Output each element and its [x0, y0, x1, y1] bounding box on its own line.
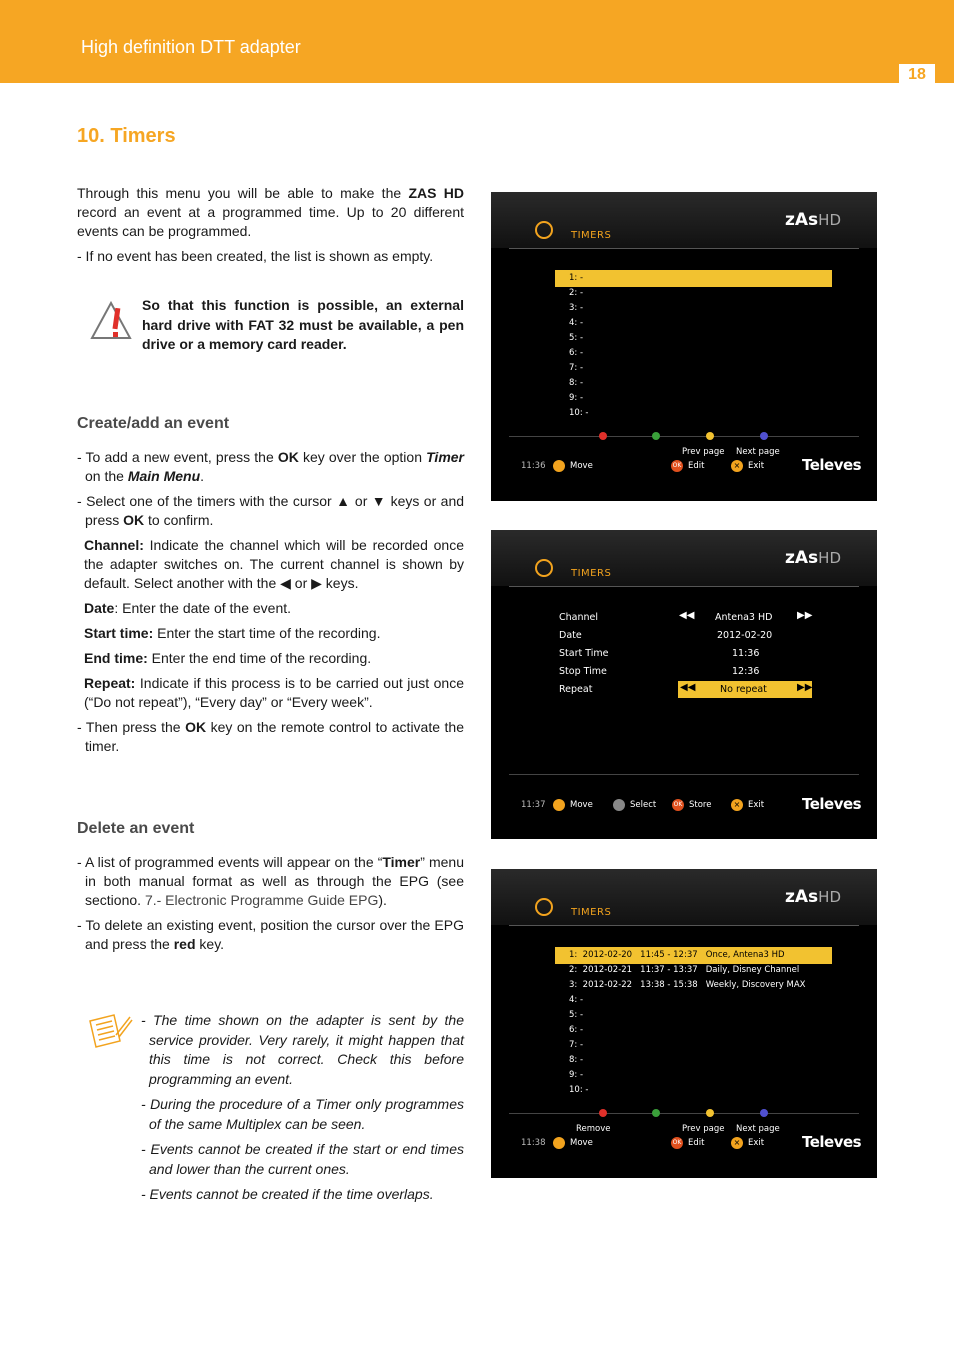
ok-icon: OK	[671, 1137, 683, 1149]
channel-value[interactable]: Antena3 HD	[715, 612, 773, 623]
brand-text: zAs	[785, 887, 819, 907]
ok-icon: OK	[671, 460, 683, 472]
repeat-desc	[77, 674, 464, 712]
text: key over the option	[298, 449, 427, 465]
section-title: 10. Timers	[77, 125, 176, 147]
key-ok: OK	[277, 449, 299, 465]
text: - To add a new event, press the	[77, 449, 278, 465]
create-heading: Create/add an event	[77, 415, 230, 432]
timer-row[interactable]: 7: -	[569, 1040, 584, 1050]
green-key-dot	[652, 1109, 660, 1117]
field-label: Start time:	[84, 625, 154, 641]
timer-row[interactable]: 10: -	[569, 408, 589, 418]
select-icon	[613, 799, 625, 811]
right-arrow-icon: ▶	[311, 575, 322, 591]
product-name: ZAS HD	[408, 185, 464, 201]
move-label: Move	[570, 1138, 593, 1148]
right-arrow-icon[interactable]: ▶▶	[797, 610, 813, 621]
move-icon	[553, 460, 565, 472]
intro-note: - If no event has been created, the list is shown as empty.	[77, 248, 434, 264]
warning-icon	[90, 300, 132, 342]
move-icon	[553, 1137, 565, 1149]
divider	[509, 586, 859, 587]
text: on the	[85, 468, 128, 484]
text: Enter the end time of the recording.	[147, 650, 372, 666]
field-label: Stop Time	[559, 666, 607, 677]
timer-row[interactable]: 2: -	[569, 288, 584, 298]
timer-row[interactable]: 4: -	[569, 995, 584, 1005]
intro-paragraph	[77, 184, 464, 241]
text: .	[200, 468, 205, 484]
timer-row[interactable]: 5: -	[569, 333, 584, 343]
divider	[509, 925, 859, 926]
exit-icon: ×	[731, 460, 743, 472]
green-key-dot	[652, 432, 660, 440]
brand-logo	[785, 210, 841, 230]
timer-row[interactable]: 8: -	[569, 1055, 584, 1065]
televes-logo: Televes	[802, 456, 862, 474]
timer-row[interactable]: 9: -	[569, 1070, 584, 1080]
note-pencil-icon	[88, 1011, 134, 1053]
intro-text	[77, 184, 464, 272]
brand-hd: HD	[818, 211, 842, 229]
divider	[509, 774, 859, 775]
exit-icon: ×	[731, 1137, 743, 1149]
timer-row[interactable]: 6: -	[569, 1025, 584, 1035]
menu-name: Timer	[382, 854, 421, 870]
televes-logo: Televes	[802, 795, 862, 813]
key-ok: OK	[185, 719, 207, 735]
note-item: - Events cannot be created if the start or end times and lower than the current ones.	[141, 1141, 464, 1177]
create-step-3	[77, 718, 464, 756]
create-step-1	[77, 448, 464, 486]
timer-row[interactable]: 2: 2012-02-21 11:37 - 13:37 Daily, Disney Channel	[569, 965, 800, 975]
delete-step-1	[77, 853, 464, 910]
alarm-clock-icon	[535, 898, 553, 916]
alarm-clock-icon	[535, 559, 553, 577]
timer-row[interactable]: 3: 2012-02-22 13:38 - 15:38 Weekly, Discovery MAX	[569, 980, 806, 990]
blue-key-dot	[760, 1109, 768, 1117]
key-ok: OK	[123, 512, 145, 528]
field-label: Channel:	[84, 537, 144, 553]
exit-label: Exit	[748, 461, 765, 471]
note-item: - The time shown on the adapter is sent by the service provider. Very rarely, it might happen that this time is not correct. Check this before programming an event.	[141, 1012, 464, 1087]
field-label: Channel	[559, 612, 599, 623]
text: ).	[378, 892, 387, 908]
exit-label: Exit	[748, 800, 765, 810]
note-text	[141, 1011, 464, 1211]
menu-option: Timer	[426, 449, 464, 465]
text: - To delete an existing event, position the cursor over the EPG and press the	[77, 917, 464, 952]
delete-step-2	[77, 916, 464, 954]
prev-page-label: Prev page	[682, 1124, 725, 1134]
move-label: Move	[570, 461, 593, 471]
edit-label: Edit	[688, 461, 705, 471]
text: or	[350, 493, 372, 509]
text: keys or and press	[85, 493, 465, 528]
field-label: End time:	[84, 650, 148, 666]
timer-row[interactable]: 4: -	[569, 318, 584, 328]
text: - Then press the	[77, 719, 186, 735]
store-label: Store	[689, 800, 712, 810]
exit-icon: ×	[731, 799, 743, 811]
text: keys.	[321, 575, 359, 591]
field-label: Date	[559, 630, 582, 641]
timer-row[interactable]: 5: -	[569, 1010, 584, 1020]
text: Indicate if this process is to be carried out just once (“Do not repeat”), “Every day” or “Every week”.	[84, 675, 464, 710]
televes-logo: Televes	[802, 1133, 862, 1151]
exit-label: Exit	[748, 1138, 765, 1148]
brand-text: zAs	[785, 548, 819, 568]
left-arrow-icon[interactable]: ◀◀	[679, 610, 695, 621]
down-arrow-icon: ▼	[371, 493, 387, 509]
divider	[509, 248, 859, 249]
field-label: Start Time	[559, 648, 609, 659]
page-number: 18	[899, 64, 935, 86]
red-key-dot	[599, 432, 607, 440]
note-item: - Events cannot be created if the time overlaps.	[141, 1186, 434, 1202]
yellow-key-dot	[706, 1109, 714, 1117]
start-time-value[interactable]: 11:36	[732, 648, 760, 659]
timer-row[interactable]: 6: -	[569, 348, 584, 358]
screen-title: TIMERS	[571, 907, 612, 918]
repeat-value[interactable]: No repeat	[720, 684, 767, 695]
text: or	[290, 575, 312, 591]
delete-heading: Delete an event	[77, 820, 195, 837]
brand-text: zAs	[785, 210, 819, 230]
clock: 11:37	[521, 800, 546, 810]
timer-row[interactable]: 3: -	[569, 303, 584, 313]
next-page-label: Next page	[736, 1124, 780, 1134]
delete-text	[77, 853, 464, 960]
timer-row[interactable]: 1: 2012-02-20 11:45 - 12:37 Once, Antena3 HD	[569, 950, 785, 960]
field-label: Repeat:	[84, 675, 136, 691]
divider	[509, 1113, 859, 1114]
text: Indicate the channel which will be recorded once the adapter switches on. The current channel is shown by default. Select another with the	[84, 537, 464, 591]
date-value[interactable]: 2012-02-20	[717, 630, 773, 641]
note-item: - During the procedure of a Timer only programmes of the same Multiplex can be seen.	[141, 1096, 464, 1132]
timer-row[interactable]: 8: -	[569, 378, 584, 388]
screen-title: TIMERS	[571, 230, 612, 241]
ok-icon: OK	[672, 799, 684, 811]
yellow-key-dot	[706, 432, 714, 440]
screen-title: TIMERS	[571, 568, 612, 579]
page-header	[0, 0, 954, 83]
channel-desc	[77, 536, 464, 593]
end-desc	[77, 649, 464, 668]
next-page-label: Next page	[736, 447, 780, 457]
select-label: Select	[630, 800, 657, 810]
header-title: High definition DTT adapter	[81, 37, 301, 57]
text: record an event at a programmed time. Up to 20 different events can be programmed.	[77, 204, 464, 239]
warning-text: So that this function is possible, an external hard drive with FAT 32 must be available, a pen drive or a memory card reader.	[142, 297, 464, 352]
create-step-2	[77, 492, 464, 530]
create-text	[77, 448, 464, 762]
up-arrow-icon: ▲	[336, 493, 351, 509]
left-arrow-icon: ◀	[280, 575, 291, 591]
date-desc	[77, 599, 464, 618]
move-label: Move	[570, 800, 593, 810]
screenshot-timer-list	[491, 192, 877, 501]
timer-row[interactable]: 9: -	[569, 393, 584, 403]
text: Enter the start time of the recording.	[153, 625, 381, 641]
blue-key-dot	[760, 432, 768, 440]
timer-row[interactable]: 7: -	[569, 363, 584, 373]
field-label: Repeat	[559, 684, 593, 695]
screenshot-timer-edit	[491, 530, 877, 839]
text: key on the remote control to activate the timer.	[85, 719, 464, 754]
text: Through this menu you will be able to make the	[77, 185, 409, 201]
text: key.	[195, 936, 225, 952]
red-key-dot	[599, 1109, 607, 1117]
brand-hd: HD	[818, 888, 842, 906]
clock: 11:38	[521, 1138, 546, 1148]
menu-name: Main Menu	[127, 468, 201, 484]
text: ” menu in both manual format as well as through the EPG (see sectiono.	[85, 854, 464, 908]
brand-hd: HD	[818, 549, 842, 567]
right-arrow-icon[interactable]: ▶▶	[797, 682, 813, 693]
text: - A list of programmed events will appear on the “	[77, 854, 383, 870]
text: - Select one of the timers with the cursor	[77, 493, 337, 509]
stop-time-value[interactable]: 12:36	[732, 666, 760, 677]
text: to confirm.	[144, 512, 214, 528]
start-desc	[77, 624, 464, 643]
edit-label: Edit	[688, 1138, 705, 1148]
text: : Enter the date of the event.	[114, 600, 292, 616]
field-label: Date	[84, 600, 115, 616]
timer-row[interactable]: 10: -	[569, 1085, 589, 1095]
section-link[interactable]: 7.- Electronic Programme Guide EPG	[144, 892, 379, 908]
remove-label: Remove	[576, 1124, 611, 1134]
brand-logo	[785, 887, 841, 907]
screenshot-timer-list-filled	[491, 869, 877, 1178]
divider	[509, 436, 859, 437]
clock: 11:36	[521, 461, 546, 471]
timer-row[interactable]: 1: -	[569, 273, 584, 283]
prev-page-label: Prev page	[682, 447, 725, 457]
left-arrow-icon[interactable]: ◀◀	[680, 682, 696, 693]
alarm-clock-icon	[535, 221, 553, 239]
key-red: red	[173, 936, 196, 952]
selected-row-highlight	[555, 270, 832, 287]
move-icon	[553, 799, 565, 811]
brand-logo	[785, 548, 841, 568]
